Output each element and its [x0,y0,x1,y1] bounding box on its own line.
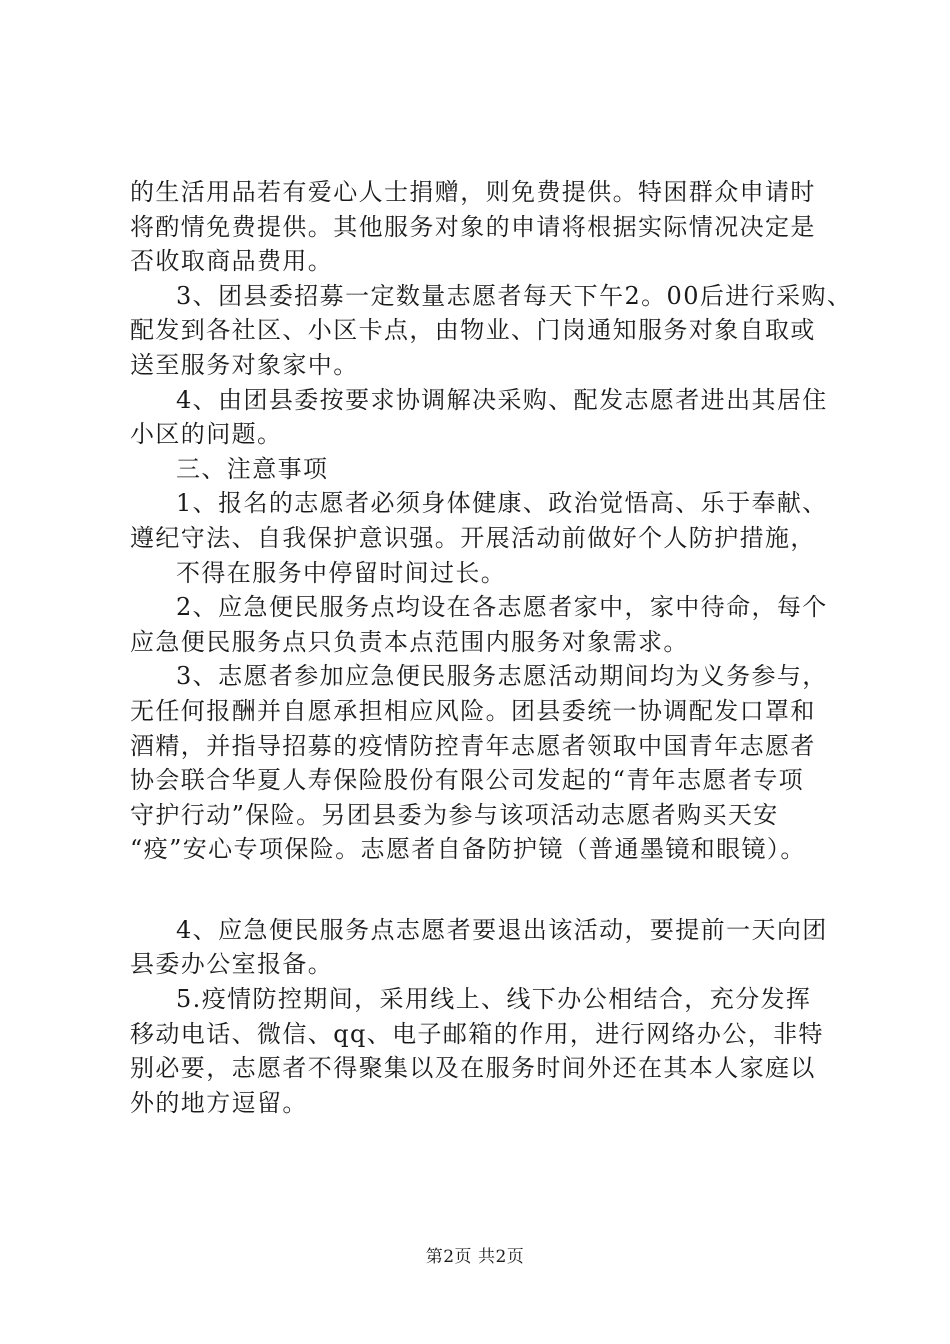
paragraph-line: 县委办公室报备。 [130,950,334,979]
document-body [130,175,853,1120]
paragraph-line: 将酌情免费提供。其他服务对象的申请将根据实际情况决定是 [130,212,816,241]
paragraph-line: 4、由团县委按要求协调解决采购、配发志愿者进出其居住 [176,385,828,414]
paragraph-line: 小区的问题。 [130,420,283,449]
paragraph-line: 5.疫情防控期间，采用线上、线下办公相结合，充分发挥 [176,985,812,1014]
paragraph-line: 送至服务对象家中。 [130,350,359,379]
paragraph-line: 1、报名的志愿者必须身体健康、政治觉悟高、乐于奉献、 [176,489,828,518]
paragraph-line: 移动电话、微信、qq、电子邮箱的作用，进行网络办公，非特 [130,1019,824,1048]
paragraph-line: 外的地方逗留。 [130,1088,308,1117]
paragraph-line: 协会联合华夏人寿保险股份有限公司发起的“青年志愿者专项 [130,766,805,795]
paragraph-line: 应急便民服务点只负责本点范围内服务对象需求。 [130,627,689,656]
paragraph-line: 不得在服务中停留时间过长。 [176,558,507,587]
paragraph-line: 酒精，并指导招募的疫情防控青年志愿者领取中国青年志愿者 [130,731,816,760]
paragraph-line: “疫”安心专项保险。志愿者自备防护镜（普通墨镜和眼镜）。 [130,835,806,864]
paragraph-line: 无任何报酬并自愿承担相应风险。团县委统一协调配发口罩和 [130,696,816,725]
paragraph-line: 2、应急便民服务点均设在各志愿者家中，家中待命，每个 [176,593,828,622]
paragraph-line: 否收取商品费用。 [130,247,334,276]
paragraph-line: 的生活用品若有爱心人士捐赠，则免费提供。特困群众申请时 [130,178,816,206]
paragraph-line: 配发到各社区、小区卡点，由物业、门岗通知服务对象自取或 [130,316,816,345]
page-number-footer: 第2页 共2页 [425,1247,525,1267]
paragraph-line: 3、志愿者参加应急便民服务志愿活动期间均为义务参与， [176,662,828,691]
paragraph-line: 遵纪守法、自我保护意识强。开展活动前做好个人防护措施， [130,523,816,552]
paragraph-line: 3、团县委招募一定数量志愿者每天下午2。00后进行采购、 [176,281,853,310]
paragraph-line: 别必要，志愿者不得聚集以及在服务时间外还在其本人家庭以 [130,1054,816,1083]
paragraph-line: 4、应急便民服务点志愿者要退出该活动，要提前一天向团 [176,915,828,944]
paragraph-line: 守护行动”保险。另团县委为参与该项活动志愿者购买天安 [130,800,779,829]
paragraph-gap [130,867,830,913]
section-heading: 三、注意事项 [176,454,329,483]
